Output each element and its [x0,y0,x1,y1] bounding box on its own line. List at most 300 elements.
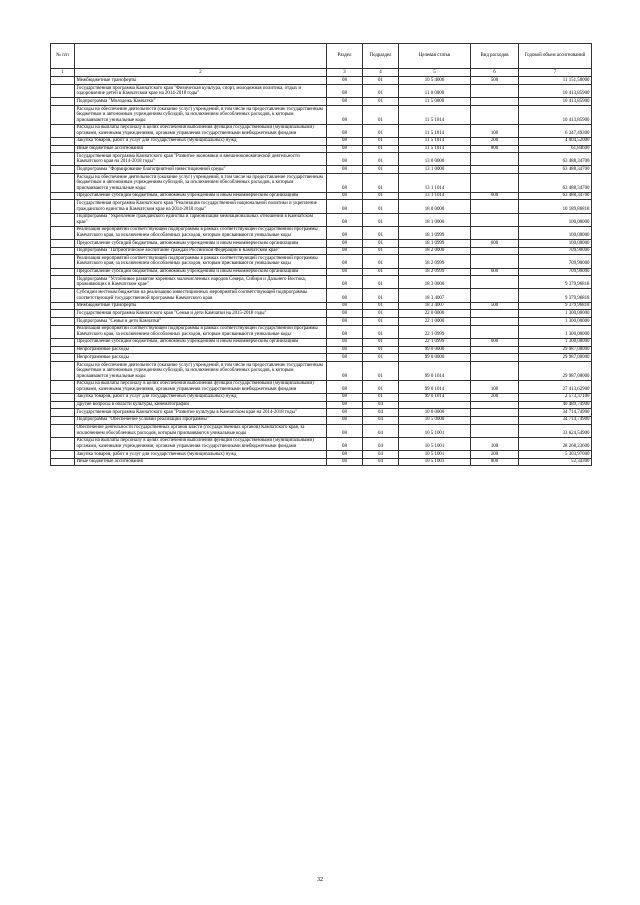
row-number-cell [51,380,75,393]
row-name-cell: Предоставление субсидий бюджетным, автономным учреждениям и иным некоммерческим организациям [75,240,327,248]
row-name-cell: Государственная программа Камчатского края "Физическая культура, спорт, молодежная политика, отдых и оздоровление детей в Камчатском крае на 2014-2018 годы" [75,85,327,98]
table-row [51,458,592,466]
row-amount-cell: 10 413,85900 [519,98,592,106]
row-amount-cell: 27 413,62900 [519,380,592,393]
row-target-article-cell: 11 5 1014 [399,124,471,137]
row-target-article-cell: 13 1 1014 [399,174,471,193]
table-row [51,276,592,289]
row-expense-type-cell [471,325,519,338]
row-name-cell: Государственная программа Камчатского края "Развитие культуры в Камчатском крае на 2014-2018 годы" [75,409,327,417]
row-podrazdel-cell: 04 [363,424,399,437]
row-expense-type-cell [471,213,519,226]
row-name-cell: Расходы на обеспечение деятельности (оказание услуг) учреждений, в том числе на предоставление государственным бюджетным и автономным учреждениям субсидий, за исключением обособленных расходов, к которым присваиваются уникальные коды [75,361,327,380]
row-number-cell [51,213,75,226]
row-amount-cell: 63 488,34700 [519,174,592,193]
row-expense-type-cell: 200 [471,137,519,145]
row-expense-type-cell: 100 [471,437,519,450]
row-podrazdel-cell: 01 [363,310,399,318]
row-razdel-cell: 08 [327,153,363,166]
row-podrazdel-cell: 01 [363,105,399,124]
row-number-cell [51,268,75,276]
row-name-cell: Реализация мероприятий соответствующей подпрограммы в рамках соответствующей государственной программы Камчатского края, за исключением обособленных расходов, которым присваиваются уникальные коды [75,325,327,338]
row-name-cell: Обеспечение деятельности государственных органов власти (государственных органов) Камчатского края, за исключением обособленных расходов, которым присваиваются уникальные коды [75,424,327,437]
table-row [51,346,592,354]
row-target-article-cell: 13 1 0000 [399,166,471,174]
row-razdel-cell: 08 [327,240,363,248]
row-amount-cell: 9 379,96818 [519,302,592,310]
row-razdel-cell: 08 [327,401,363,409]
table-row [51,354,592,362]
row-name-cell: Другие вопросы в области культуры, кинематографии [75,401,327,409]
row-razdel-cell: 08 [327,346,363,354]
table-row [51,200,592,213]
row-podrazdel-cell: 01 [363,77,399,85]
row-amount-cell: 10 189,86818 [519,200,592,213]
row-amount-cell: 29 987,00000 [519,361,592,380]
row-razdel-cell: 08 [327,361,363,380]
row-amount-cell: 63 488,34700 [519,192,592,200]
row-razdel-cell: 08 [327,255,363,268]
row-podrazdel-cell: 04 [363,401,399,409]
row-target-article-cell: 10 5 1001 [399,450,471,458]
row-number-cell [51,85,75,98]
row-number-cell [51,325,75,338]
row-target-article-cell: 18 0 0000 [399,200,471,213]
row-podrazdel-cell: 01 [363,318,399,326]
col-number-5: 5 [399,69,471,77]
table-row [51,424,592,437]
row-razdel-cell: 08 [327,338,363,346]
row-name-cell: Предоставление субсидий бюджетным, автономным учреждениям и иным некоммерческим организациям [75,192,327,200]
row-amount-cell: 709,90000 [519,255,592,268]
row-amount-cell: 9 379,96818 [519,289,592,302]
row-name-cell: Подпрограмма "Патриотическое воспитание граждан Российской Федерации в Камчатском крае" [75,247,327,255]
row-name-cell: Закупка товаров, работ и услуг для государственных (муниципальных) нужд [75,393,327,401]
row-name-cell: Реализация мероприятий соответствующей подпрограммы в рамках соответствующей государственной программы Камчатского края, за исключением обособленных расходов, которым присваиваются уникальные коды [75,255,327,268]
header-number: № п/п [51,44,75,69]
row-amount-cell: 709,90000 [519,268,592,276]
row-target-article-cell: 99 0 1014 [399,361,471,380]
table-row [51,98,592,106]
table-row [51,393,592,401]
row-expense-type-cell [471,85,519,98]
row-name-cell: Подпрограмма "Семья и дети Камчатки" [75,318,327,326]
row-number-cell [51,276,75,289]
row-name-cell: Иные бюджетные ассигнования [75,458,327,466]
row-razdel-cell: 08 [327,354,363,362]
row-razdel-cell: 08 [327,310,363,318]
row-razdel-cell: 08 [327,77,363,85]
row-amount-cell: 40 489,74900 [519,401,592,409]
row-amount-cell: 1 300,00000 [519,318,592,326]
row-target-article-cell: 18 3 0000 [399,276,471,289]
table-row [51,325,592,338]
row-number-cell [51,145,75,153]
row-razdel-cell: 08 [327,409,363,417]
table-row [51,338,592,346]
row-expense-type-cell: 200 [471,393,519,401]
row-razdel-cell: 08 [327,213,363,226]
page-number: 32 [317,877,323,883]
row-target-article-cell: 99 0 1014 [399,393,471,401]
row-razdel-cell: 08 [327,192,363,200]
row-number-cell [51,338,75,346]
row-expense-type-cell: 600 [471,192,519,200]
row-name-cell: Расходы на обеспечение деятельности (оказание услуг) учреждений, в том числе на предоставление государственным бюджетным и автономным учреждениям субсидий, за исключением обособленных расходов, к которым присваиваются уникальные коды [75,174,327,193]
row-amount-cell: 1 300,00000 [519,325,592,338]
header-razdel: Раздел [327,44,363,69]
row-name-cell: Межбюджетные трансферты [75,77,327,85]
col-number-2: 2 [75,69,327,77]
row-razdel-cell: 08 [327,289,363,302]
row-amount-cell: 28 268,23600 [519,437,592,450]
table-row [51,255,592,268]
row-name-cell: Реализация мероприятий соответствующей подпрограммы в рамках соответствующей государственной программы Камчатского края, за исключением обособленных расходов, которым присваиваются уникальные коды [75,226,327,239]
row-expense-type-cell [471,289,519,302]
row-amount-cell: 63 488,34700 [519,166,592,174]
row-expense-type-cell: 500 [471,77,519,85]
row-target-article-cell: 22 0 0000 [399,310,471,318]
table-row [51,85,592,98]
table-row [51,124,592,137]
row-amount-cell: 4 004,52000 [519,137,592,145]
row-expense-type-cell [471,226,519,239]
table-row [51,450,592,458]
row-target-article-cell: 11 5 1014 [399,137,471,145]
table-row [51,318,592,326]
row-number-cell [51,124,75,137]
row-target-article-cell: 11 5 1014 [399,145,471,153]
row-target-article-cell [399,401,471,409]
row-target-article-cell: 13 0 0000 [399,153,471,166]
table-row [51,310,592,318]
row-expense-type-cell: 600 [471,338,519,346]
row-amount-cell: 6 347,49300 [519,124,592,137]
row-number-cell [51,174,75,193]
row-podrazdel-cell: 01 [363,268,399,276]
row-razdel-cell: 08 [327,380,363,393]
row-amount-cell: 10 413,85900 [519,85,592,98]
row-amount-cell: 52,34300 [519,458,592,466]
row-number-cell [51,192,75,200]
row-razdel-cell: 08 [327,200,363,213]
row-expense-type-cell: 600 [471,268,519,276]
row-target-article-cell: 99 0 1014 [399,380,471,393]
row-name-cell: Подпрограмма "Устойчивое развитие коренных малочисленных народов Севера, Сибири и Дальнего Востока, проживающих в Камчатском крае" [75,276,327,289]
header-annual-amount: Годовой объем ассигнований [519,44,592,69]
col-number-4: 4 [363,69,399,77]
table-row [51,268,592,276]
row-name-cell: Предоставление субсидий бюджетным, автономным учреждениям и иным некоммерческим организациям [75,338,327,346]
row-amount-cell: 33 624,54900 [519,424,592,437]
row-number-cell [51,137,75,145]
row-amount-cell: 63 488,34700 [519,153,592,166]
row-podrazdel-cell: 04 [363,409,399,417]
row-razdel-cell: 08 [327,393,363,401]
row-number-cell [51,289,75,302]
row-name-cell: Государственная программа Камчатского края "Реализация государственной национальной политики и укрепление гражданского единства в Камчатском крае на 2014-2018 годы" [75,200,327,213]
row-expense-type-cell: 800 [471,458,519,466]
row-razdel-cell: 08 [327,145,363,153]
row-podrazdel-cell: 01 [363,240,399,248]
row-number-cell [51,450,75,458]
row-target-article-cell: 22 1 0000 [399,318,471,326]
row-amount-cell: 10 413,85900 [519,105,592,124]
row-razdel-cell: 08 [327,302,363,310]
row-number-cell [51,77,75,85]
table-row [51,174,592,193]
row-number-cell [51,416,75,424]
row-expense-type-cell [471,174,519,193]
row-razdel-cell: 08 [327,268,363,276]
row-target-article-cell: 13 1 1014 [399,192,471,200]
row-number-cell [51,153,75,166]
row-expense-type-cell [471,310,519,318]
row-expense-type-cell [471,200,519,213]
row-amount-cell: 34 714,74900 [519,416,592,424]
row-razdel-cell: 08 [327,325,363,338]
row-podrazdel-cell: 04 [363,416,399,424]
row-razdel-cell: 08 [327,247,363,255]
table-row [51,105,592,124]
row-name-cell: Подпрограмма "Обеспечение условий реализации Программы" [75,416,327,424]
row-podrazdel-cell: 01 [363,255,399,268]
col-number-6: 6 [471,69,519,77]
row-number-cell [51,458,75,466]
row-podrazdel-cell: 04 [363,450,399,458]
row-razdel-cell: 08 [327,85,363,98]
row-razdel-cell: 08 [327,416,363,424]
row-razdel-cell: 08 [327,458,363,466]
row-razdel-cell: 08 [327,174,363,193]
row-amount-cell: 29 987,00000 [519,346,592,354]
row-podrazdel-cell: 01 [363,192,399,200]
row-amount-cell: 61,84600 [519,145,592,153]
row-razdel-cell: 08 [327,137,363,145]
row-expense-type-cell: 100 [471,380,519,393]
table-row [51,416,592,424]
row-number-cell [51,226,75,239]
row-target-article-cell: 10 0 0000 [399,409,471,417]
table-row [51,153,592,166]
row-expense-type-cell [471,247,519,255]
row-podrazdel-cell: 04 [363,437,399,450]
row-name-cell: Подпрограмма "Формирование благоприятной инвестиционной среды" [75,166,327,174]
row-number-cell [51,318,75,326]
table-row [51,166,592,174]
row-expense-type-cell [471,416,519,424]
row-target-article-cell: 10 5 1001 [399,437,471,450]
row-podrazdel-cell: 01 [363,174,399,193]
row-name-cell: Государственная программа Камчатского края "Семья и дети Камчатки на 2015-2018 годы" [75,310,327,318]
header-target-article: Целевая статья [399,44,471,69]
row-amount-cell: 1 300,00000 [519,338,592,346]
row-razdel-cell: 08 [327,318,363,326]
table-row [51,77,592,85]
row-number-cell [51,424,75,437]
row-number-cell [51,247,75,255]
row-number-cell [51,401,75,409]
table-row [51,409,592,417]
row-target-article-cell: 22 1 0999 [399,338,471,346]
row-podrazdel-cell: 01 [363,247,399,255]
row-number-cell [51,346,75,354]
row-expense-type-cell: 200 [471,450,519,458]
table-row [51,437,592,450]
col-number-3: 3 [327,69,363,77]
row-number-cell [51,166,75,174]
budget-table [50,43,592,466]
row-target-article-cell: 11 5 0000 [399,98,471,106]
row-name-cell: Закупка товаров, работ и услуг для государственных (муниципальных) нужд [75,450,327,458]
table-row [51,137,592,145]
row-target-article-cell: 18 1 0999 [399,226,471,239]
row-podrazdel-cell: 01 [363,213,399,226]
table-row [51,226,592,239]
row-amount-cell: 100,00000 [519,226,592,239]
row-target-article-cell: 18 3 4007 [399,302,471,310]
row-podrazdel-cell: 01 [363,85,399,98]
row-number-cell [51,240,75,248]
row-podrazdel-cell: 04 [363,458,399,466]
row-name-cell: Подпрограмма "Молодежь Камчатки" [75,98,327,106]
row-expense-type-cell: 800 [471,145,519,153]
table-row [51,247,592,255]
row-target-article-cell: 11 5 1014 [399,105,471,124]
row-podrazdel-cell: 01 [363,302,399,310]
table-row [51,240,592,248]
row-name-cell: Расходы на выплаты персоналу в целях обеспечения выполнения функций государственными (муниципальными) органами, казенными учреждениями, органами управления государственными внебюджетными фондами [75,380,327,393]
row-expense-type-cell [471,166,519,174]
row-number-cell [51,409,75,417]
row-amount-cell: 2 573,37100 [519,393,592,401]
row-number-cell [51,354,75,362]
row-name-cell: Подпрограмма "Укрепление гражданского единства и гармонизация межнациональных отношений в Камчатском крае" [75,213,327,226]
table-row [51,192,592,200]
row-razdel-cell: 08 [327,437,363,450]
row-target-article-cell: 99 0 0000 [399,346,471,354]
row-expense-type-cell [471,255,519,268]
row-razdel-cell: 08 [327,226,363,239]
row-razdel-cell: 08 [327,424,363,437]
row-target-article-cell: 18 2 0999 [399,268,471,276]
row-expense-type-cell [471,98,519,106]
header-expense-type: Вид расходов [471,44,519,69]
table-row [51,213,592,226]
row-name-cell: Иные бюджетные ассигнования [75,145,327,153]
row-podrazdel-cell: 01 [363,325,399,338]
row-razdel-cell: 08 [327,450,363,458]
row-number-cell [51,310,75,318]
row-name-cell: Субсидии местным бюджетам на реализацию инвестиционных мероприятий соответствующей подпрограммы соответствующей государственной программы Камчатского края [75,289,327,302]
row-number-cell [51,98,75,106]
row-number-cell [51,255,75,268]
row-expense-type-cell [471,346,519,354]
table-row [51,302,592,310]
table-row [51,380,592,393]
row-razdel-cell: 08 [327,124,363,137]
row-target-article-cell: 22 1 0999 [399,325,471,338]
row-number-cell [51,437,75,450]
column-number-row [51,69,592,77]
row-amount-cell: 1 300,00000 [519,310,592,318]
row-amount-cell: 709,90000 [519,247,592,255]
row-target-article-cell: 99 0 0000 [399,354,471,362]
col-number-7: 7 [519,69,592,77]
row-expense-type-cell: 600 [471,240,519,248]
row-number-cell [51,361,75,380]
row-razdel-cell: 08 [327,98,363,106]
row-name-cell: Закупка товаров, работ и услуг для государственных (муниципальных) нужд [75,137,327,145]
row-number-cell [51,302,75,310]
row-name-cell: Предоставление субсидий бюджетным, автономным учреждениям и иным некоммерческим организациям [75,268,327,276]
header-row [51,44,592,69]
row-podrazdel-cell: 01 [363,145,399,153]
row-target-article-cell: 10 5 1001 [399,424,471,437]
row-podrazdel-cell: 01 [363,346,399,354]
row-podrazdel-cell: 01 [363,354,399,362]
row-podrazdel-cell: 01 [363,166,399,174]
row-amount-cell: 9 379,96818 [519,276,592,289]
row-name-cell: Межбюджетные трансферты [75,302,327,310]
row-amount-cell: 100,00000 [519,213,592,226]
row-podrazdel-cell: 01 [363,380,399,393]
table-body [51,77,592,466]
table-row [51,289,592,302]
row-amount-cell: 5 303,97000 [519,450,592,458]
row-name-cell: Расходы на обеспечение деятельности (оказание услуг) учреждений, в том числе на предоставление государственным бюджетным и автономным учреждениям субсидий, за исключением обособленных расходов, к которым присваиваются уникальные коды [75,105,327,124]
row-number-cell [51,105,75,124]
row-podrazdel-cell: 01 [363,200,399,213]
table-row [51,145,592,153]
row-podrazdel-cell: 01 [363,124,399,137]
row-amount-cell: 34 714,74900 [519,409,592,417]
row-expense-type-cell [471,153,519,166]
row-target-article-cell: 10 5 0000 [399,416,471,424]
row-amount-cell: 11 151,50000 [519,77,592,85]
row-amount-cell: 29 987,00000 [519,354,592,362]
row-target-article-cell: 10 5 4006 [399,77,471,85]
row-expense-type-cell [471,409,519,417]
row-target-article-cell: 18 3 4007 [399,289,471,302]
row-podrazdel-cell: 01 [363,338,399,346]
row-target-article-cell: 18 1 0999 [399,240,471,248]
row-razdel-cell: 08 [327,276,363,289]
row-podrazdel-cell: 01 [363,153,399,166]
table-row [51,401,592,409]
row-number-cell [51,393,75,401]
row-expense-type-cell [471,105,519,124]
row-name-cell: Расходы на выплаты персоналу в целях обеспечения выполнения функций государственными (муниципальными) органами, казенными учреждениями, органами управления государственными внебюджетными фондами [75,437,327,450]
row-razdel-cell: 08 [327,105,363,124]
row-target-article-cell: 18 2 0999 [399,255,471,268]
row-name-cell: Непрограммные расходы [75,354,327,362]
row-podrazdel-cell: 01 [363,393,399,401]
row-name-cell: Непрограммные расходы [75,346,327,354]
row-podrazdel-cell: 01 [363,226,399,239]
row-target-article-cell: 10 5 1001 [399,458,471,466]
row-amount-cell: 100,00000 [519,240,592,248]
row-name-cell: Расходы на выплаты персоналу в целях обеспечения выполнения функций государственными (муниципальными) органами, казенными учреждениями, органами управления государственными внебюджетными фондами [75,124,327,137]
row-podrazdel-cell: 01 [363,289,399,302]
row-expense-type-cell [471,276,519,289]
row-target-article-cell: 11 0 0000 [399,85,471,98]
col-number-1: 1 [51,69,75,77]
row-expense-type-cell: 500 [471,302,519,310]
row-target-article-cell: 18 1 0000 [399,213,471,226]
row-target-article-cell: 18 2 0000 [399,247,471,255]
row-podrazdel-cell: 01 [363,361,399,380]
